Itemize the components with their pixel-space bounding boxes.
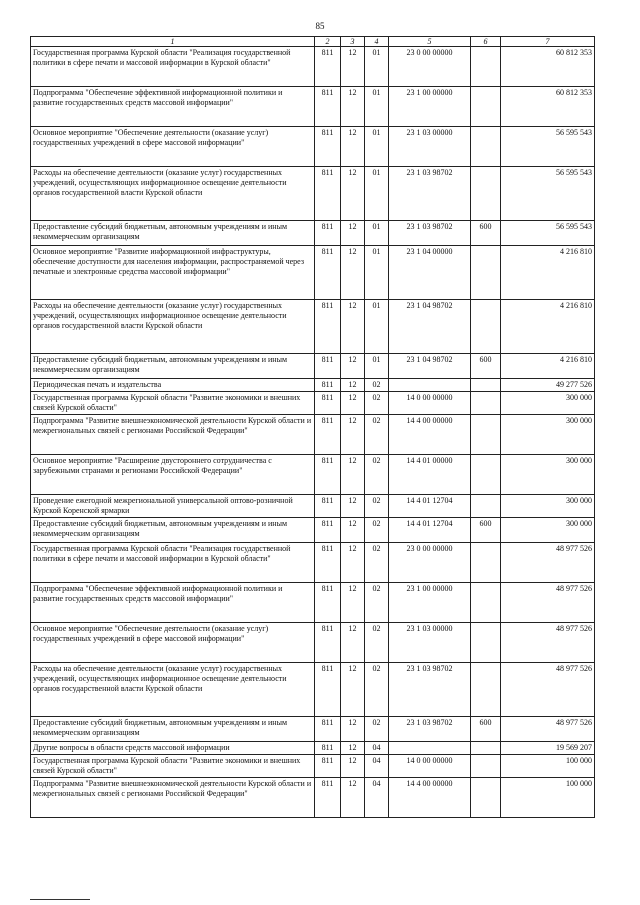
table-row	[31, 221, 595, 246]
footnote-separator	[30, 899, 90, 900]
target-article-cell: 14 4 00 00000	[389, 778, 471, 818]
expense-type-cell	[471, 742, 501, 755]
section-code-cell: 12	[341, 663, 365, 717]
admin-code-cell: 811	[315, 127, 341, 167]
page-number: 85	[315, 21, 325, 31]
row-name-cell: Государственная программа Курской области "Развитие экономики и внешних связей Курской области"	[31, 755, 315, 778]
amount-cell: 300 000	[501, 518, 595, 543]
table-row	[31, 392, 595, 415]
expense-type-cell	[471, 495, 501, 518]
amount-cell: 300 000	[501, 392, 595, 415]
section-code-cell: 12	[341, 221, 365, 246]
section-code-cell: 12	[341, 127, 365, 167]
table-row	[31, 127, 595, 167]
table-row	[31, 717, 595, 742]
admin-code-cell: 811	[315, 415, 341, 455]
section-code-cell: 12	[341, 543, 365, 583]
row-name-cell: Расходы на обеспечение деятельности (оказание услуг) государственных учреждений, осуществляющих информационное освещение деятельности органов государственной власти Курской области	[31, 663, 315, 717]
column-header: 6	[471, 37, 501, 47]
row-name-cell: Проведение ежегодной межрегиональной универсальной оптово-розничной Курской Коренской ярмарки	[31, 495, 315, 518]
admin-code-cell: 811	[315, 518, 341, 543]
admin-code-cell: 811	[315, 87, 341, 127]
admin-code-cell: 811	[315, 221, 341, 246]
subsection-code-cell: 02	[365, 623, 389, 663]
amount-cell: 100 000	[501, 778, 595, 818]
section-code-cell: 12	[341, 47, 365, 87]
column-number-header	[31, 37, 595, 47]
target-article-cell: 23 1 03 98702	[389, 167, 471, 221]
section-code-cell: 12	[341, 583, 365, 623]
table-row	[31, 354, 595, 379]
subsection-code-cell: 02	[365, 379, 389, 392]
column-header: 3	[341, 37, 365, 47]
amount-cell: 4 216 810	[501, 354, 595, 379]
admin-code-cell: 811	[315, 455, 341, 495]
row-name-cell: Предоставление субсидий бюджетным, автономным учреждениям и иным некоммерческим организациям	[31, 354, 315, 379]
section-code-cell: 12	[341, 455, 365, 495]
section-code-cell: 12	[341, 742, 365, 755]
row-name-cell: Государственная программа Курской области "Реализация государственной политики в сфере печати и массовой информации в Курской области"	[31, 543, 315, 583]
table-row	[31, 415, 595, 455]
amount-cell: 4 216 810	[501, 300, 595, 354]
table-row	[31, 663, 595, 717]
table-row	[31, 167, 595, 221]
amount-cell: 300 000	[501, 495, 595, 518]
admin-code-cell: 811	[315, 246, 341, 300]
amount-cell: 48 977 526	[501, 663, 595, 717]
table-row	[31, 379, 595, 392]
target-article-cell: 23 1 03 00000	[389, 623, 471, 663]
subsection-code-cell: 01	[365, 167, 389, 221]
admin-code-cell: 811	[315, 47, 341, 87]
expense-type-cell	[471, 167, 501, 221]
row-name-cell: Расходы на обеспечение деятельности (оказание услуг) государственных учреждений, осуществляющих информационное освещение деятельности органов государственной власти Курской области	[31, 167, 315, 221]
admin-code-cell: 811	[315, 300, 341, 354]
row-name-cell: Подпрограмма "Обеспечение эффективной информационной политики и развитие государственных средств массовой информации"	[31, 87, 315, 127]
expense-type-cell	[471, 543, 501, 583]
column-header: 1	[31, 37, 315, 47]
table-row	[31, 455, 595, 495]
expense-type-cell	[471, 246, 501, 300]
row-name-cell: Государственная программа Курской области "Реализация государственной политики в сфере печати и массовой информации в Курской области"	[31, 47, 315, 87]
table-row	[31, 300, 595, 354]
subsection-code-cell: 01	[365, 127, 389, 167]
target-article-cell: 23 1 00 00000	[389, 583, 471, 623]
section-code-cell: 12	[341, 623, 365, 663]
expense-type-cell	[471, 455, 501, 495]
subsection-code-cell: 02	[365, 415, 389, 455]
amount-cell: 56 595 543	[501, 167, 595, 221]
target-article-cell: 23 1 03 98702	[389, 717, 471, 742]
subsection-code-cell: 02	[365, 495, 389, 518]
target-article-cell: 23 1 03 00000	[389, 127, 471, 167]
expense-type-cell	[471, 583, 501, 623]
subsection-code-cell: 02	[365, 663, 389, 717]
table-row	[31, 583, 595, 623]
expense-type-cell: 600	[471, 518, 501, 543]
row-name-cell: Основное мероприятие "Обеспечение деятельности (оказание услуг) государственных учреждений в сфере массовой информации"	[31, 623, 315, 663]
column-header: 2	[315, 37, 341, 47]
table-row	[31, 47, 595, 87]
expense-type-cell: 600	[471, 221, 501, 246]
expense-type-cell	[471, 755, 501, 778]
row-name-cell: Периодическая печать и издательства	[31, 379, 315, 392]
column-header: 4	[365, 37, 389, 47]
admin-code-cell: 811	[315, 495, 341, 518]
amount-cell: 60 812 353	[501, 87, 595, 127]
admin-code-cell: 811	[315, 778, 341, 818]
subsection-code-cell: 01	[365, 221, 389, 246]
target-article-cell: 23 1 03 98702	[389, 663, 471, 717]
target-article-cell: 14 4 01 00000	[389, 455, 471, 495]
subsection-code-cell: 04	[365, 778, 389, 818]
admin-code-cell: 811	[315, 583, 341, 623]
budget-table	[30, 36, 595, 818]
amount-cell: 49 277 526	[501, 379, 595, 392]
expense-type-cell	[471, 47, 501, 87]
expense-type-cell	[471, 392, 501, 415]
amount-cell: 56 595 543	[501, 221, 595, 246]
amount-cell: 19 569 207	[501, 742, 595, 755]
admin-code-cell: 811	[315, 379, 341, 392]
subsection-code-cell: 02	[365, 583, 389, 623]
table-row	[31, 495, 595, 518]
section-code-cell: 12	[341, 717, 365, 742]
expense-type-cell	[471, 663, 501, 717]
subsection-code-cell: 02	[365, 543, 389, 583]
target-article-cell: 23 1 04 98702	[389, 354, 471, 379]
table-row	[31, 778, 595, 818]
expense-type-cell	[471, 415, 501, 455]
row-name-cell: Подпрограмма "Развитие внешнеэкономической деятельности Курской области и межрегиональных связей с регионами Российской Федерации"	[31, 778, 315, 818]
section-code-cell: 12	[341, 87, 365, 127]
section-code-cell: 12	[341, 300, 365, 354]
section-code-cell: 12	[341, 778, 365, 818]
subsection-code-cell: 01	[365, 246, 389, 300]
section-code-cell: 12	[341, 392, 365, 415]
subsection-code-cell: 01	[365, 300, 389, 354]
table-row	[31, 87, 595, 127]
amount-cell: 48 977 526	[501, 543, 595, 583]
row-name-cell: Предоставление субсидий бюджетным, автономным учреждениям и иным некоммерческим организациям	[31, 518, 315, 543]
table-row	[31, 543, 595, 583]
amount-cell: 300 000	[501, 455, 595, 495]
admin-code-cell: 811	[315, 167, 341, 221]
amount-cell: 300 000	[501, 415, 595, 455]
amount-cell: 48 977 526	[501, 717, 595, 742]
target-article-cell: 23 1 03 98702	[389, 221, 471, 246]
expense-type-cell	[471, 623, 501, 663]
subsection-code-cell: 04	[365, 755, 389, 778]
target-article-cell: 14 0 00 00000	[389, 755, 471, 778]
expense-type-cell	[471, 300, 501, 354]
subsection-code-cell: 01	[365, 87, 389, 127]
expense-type-cell: 600	[471, 354, 501, 379]
table-row	[31, 246, 595, 300]
column-header: 7	[501, 37, 595, 47]
row-name-cell: Государственная программа Курской области "Развитие экономики и внешних связей Курской области"	[31, 392, 315, 415]
row-name-cell: Предоставление субсидий бюджетным, автономным учреждениям и иным некоммерческим организациям	[31, 221, 315, 246]
target-article-cell: 23 1 04 98702	[389, 300, 471, 354]
row-name-cell: Подпрограмма "Обеспечение эффективной информационной политики и развитие государственных средств массовой информации"	[31, 583, 315, 623]
subsection-code-cell: 02	[365, 717, 389, 742]
subsection-code-cell: 01	[365, 47, 389, 87]
admin-code-cell: 811	[315, 755, 341, 778]
target-article-cell: 23 1 04 00000	[389, 246, 471, 300]
target-article-cell: 23 0 00 00000	[389, 543, 471, 583]
admin-code-cell: 811	[315, 354, 341, 379]
section-code-cell: 12	[341, 167, 365, 221]
target-article-cell	[389, 379, 471, 392]
amount-cell: 60 812 353	[501, 47, 595, 87]
column-header: 5	[389, 37, 471, 47]
table-row	[31, 742, 595, 755]
table-row	[31, 518, 595, 543]
target-article-cell: 23 0 00 00000	[389, 47, 471, 87]
section-code-cell: 12	[341, 495, 365, 518]
amount-cell: 56 595 543	[501, 127, 595, 167]
row-name-cell: Другие вопросы в области средств массовой информации	[31, 742, 315, 755]
amount-cell: 48 977 526	[501, 583, 595, 623]
expense-type-cell: 600	[471, 717, 501, 742]
target-article-cell: 23 1 00 00000	[389, 87, 471, 127]
section-code-cell: 12	[341, 379, 365, 392]
section-code-cell: 12	[341, 246, 365, 300]
admin-code-cell: 811	[315, 663, 341, 717]
subsection-code-cell: 01	[365, 354, 389, 379]
admin-code-cell: 811	[315, 543, 341, 583]
target-article-cell: 14 4 01 12704	[389, 518, 471, 543]
subsection-code-cell: 02	[365, 392, 389, 415]
section-code-cell: 12	[341, 354, 365, 379]
target-article-cell	[389, 742, 471, 755]
row-name-cell: Основное мероприятие "Расширение двустороннего сотрудничества с зарубежными странами и регионами Российской Федерации"	[31, 455, 315, 495]
admin-code-cell: 811	[315, 717, 341, 742]
table-row	[31, 623, 595, 663]
table-row	[31, 755, 595, 778]
expense-type-cell	[471, 778, 501, 818]
expense-type-cell	[471, 379, 501, 392]
target-article-cell: 14 0 00 00000	[389, 392, 471, 415]
expense-type-cell	[471, 127, 501, 167]
subsection-code-cell: 02	[365, 455, 389, 495]
row-name-cell: Предоставление субсидий бюджетным, автономным учреждениям и иным некоммерческим организациям	[31, 717, 315, 742]
target-article-cell: 14 4 00 00000	[389, 415, 471, 455]
amount-cell: 100 000	[501, 755, 595, 778]
row-name-cell: Основное мероприятие "Обеспечение деятельности (оказание услуг) государственных учреждений в сфере массовой информации"	[31, 127, 315, 167]
amount-cell: 48 977 526	[501, 623, 595, 663]
subsection-code-cell: 02	[365, 518, 389, 543]
admin-code-cell: 811	[315, 742, 341, 755]
expense-type-cell	[471, 87, 501, 127]
subsection-code-cell: 04	[365, 742, 389, 755]
amount-cell: 4 216 810	[501, 246, 595, 300]
section-code-cell: 12	[341, 755, 365, 778]
admin-code-cell: 811	[315, 392, 341, 415]
row-name-cell: Подпрограмма "Развитие внешнеэкономической деятельности Курской области и межрегиональных связей с регионами Российской Федерации"	[31, 415, 315, 455]
section-code-cell: 12	[341, 415, 365, 455]
admin-code-cell: 811	[315, 623, 341, 663]
section-code-cell: 12	[341, 518, 365, 543]
row-name-cell: Расходы на обеспечение деятельности (оказание услуг) государственных учреждений, осуществляющих информационное освещение деятельности органов государственной власти Курской области	[31, 300, 315, 354]
row-name-cell: Основное мероприятие "Развитие информационной инфраструктуры, обеспечение доступности для населения информации, распространяемой через печатные и электронные средства массовой информации"	[31, 246, 315, 300]
target-article-cell: 14 4 01 12704	[389, 495, 471, 518]
